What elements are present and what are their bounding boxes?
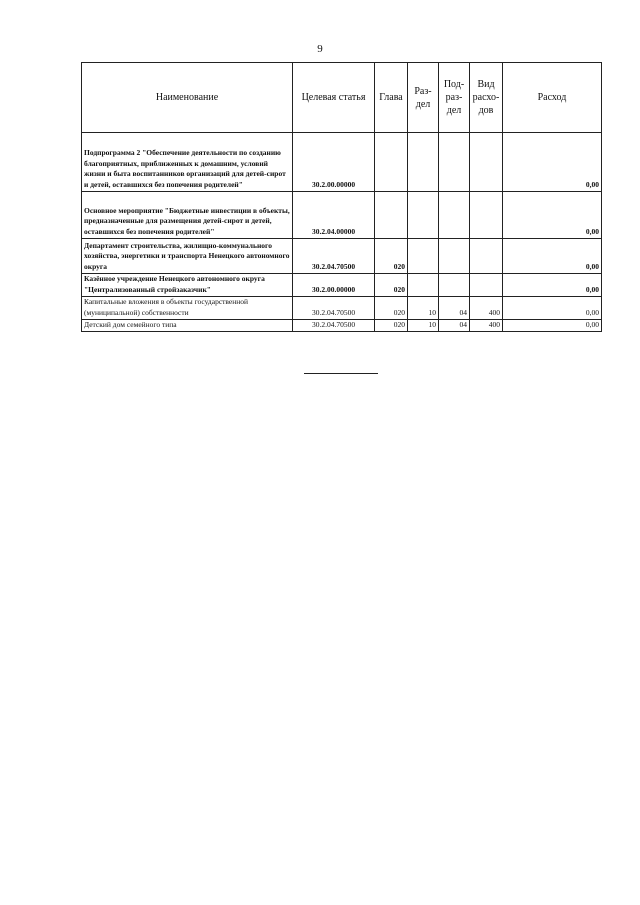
row-subsection: 04 bbox=[439, 320, 470, 332]
row-target: 30.2.04.70500 bbox=[293, 239, 375, 274]
row-subsection bbox=[439, 274, 470, 297]
row-subsection bbox=[439, 239, 470, 274]
page-number: 9 bbox=[317, 43, 323, 55]
row-subsection bbox=[439, 133, 470, 192]
row-subsection: 04 bbox=[439, 297, 470, 320]
table-row bbox=[82, 192, 602, 239]
row-target: 30.2.00.00000 bbox=[293, 274, 375, 297]
row-section bbox=[408, 239, 439, 274]
row-expense-type bbox=[470, 192, 503, 239]
row-chapter bbox=[375, 192, 408, 239]
row-name: Подпрограмма 2 "Обеспечение деятельности по созданию благоприятных, приближенных к домашним, условий жизни и быта воспитанников организаций для детей-сирот и детей, оставшихся без попечения родителей" bbox=[82, 133, 293, 192]
end-divider bbox=[304, 373, 378, 374]
row-chapter bbox=[375, 133, 408, 192]
row-chapter: 020 bbox=[375, 239, 408, 274]
header-chapter: Глава bbox=[375, 63, 408, 133]
row-chapter: 020 bbox=[375, 274, 408, 297]
table-row bbox=[82, 133, 602, 192]
row-chapter: 020 bbox=[375, 297, 408, 320]
row-section: 10 bbox=[408, 320, 439, 332]
row-name: Капитальные вложения в объекты государственной (муниципальной) собственности bbox=[82, 297, 293, 320]
budget-table bbox=[81, 62, 602, 332]
row-section: 10 bbox=[408, 297, 439, 320]
row-subsection bbox=[439, 192, 470, 239]
row-expense-type bbox=[470, 239, 503, 274]
row-name: Основное мероприятие "Бюджетные инвестиции в объекты, предназначенные для размещения детей-сирот и детей, оставшихся без попечения родителей" bbox=[82, 192, 293, 239]
row-amount: 0,00 bbox=[503, 239, 602, 274]
row-name: Детский дом семейного типа bbox=[82, 320, 293, 332]
row-expense-type: 400 bbox=[470, 320, 503, 332]
row-amount: 0,00 bbox=[503, 320, 602, 332]
row-expense-type bbox=[470, 274, 503, 297]
row-chapter: 020 bbox=[375, 320, 408, 332]
row-target: 30.2.04.70500 bbox=[293, 320, 375, 332]
table-row bbox=[82, 274, 602, 297]
header-target: Целевая статья bbox=[293, 63, 375, 133]
row-name: Департамент строительства, жилищно-коммунального хозяйства, энергетики и транспорта Ненецкого автономного округа bbox=[82, 239, 293, 274]
table-row bbox=[82, 297, 602, 320]
header-subsection: Под-раз-дел bbox=[439, 63, 470, 133]
header-section: Раз-дел bbox=[408, 63, 439, 133]
row-amount: 0,00 bbox=[503, 297, 602, 320]
table-row bbox=[82, 239, 602, 274]
row-target: 30.2.04.00000 bbox=[293, 192, 375, 239]
header-name: Наименование bbox=[82, 63, 293, 133]
row-amount: 0,00 bbox=[503, 192, 602, 239]
row-section bbox=[408, 274, 439, 297]
row-name: Казённое учреждение Ненецкого автономного округа "Централизованный стройзаказчик" bbox=[82, 274, 293, 297]
row-expense-type: 400 bbox=[470, 297, 503, 320]
row-target: 30.2.00.00000 bbox=[293, 133, 375, 192]
table-row bbox=[82, 320, 602, 332]
header-amount: Расход bbox=[503, 63, 602, 133]
row-section bbox=[408, 133, 439, 192]
row-expense-type bbox=[470, 133, 503, 192]
header-row bbox=[82, 63, 602, 133]
header-expense-type: Вид расхо-дов bbox=[470, 63, 503, 133]
row-section bbox=[408, 192, 439, 239]
row-target: 30.2.04.70500 bbox=[293, 297, 375, 320]
row-amount: 0,00 bbox=[503, 133, 602, 192]
row-amount: 0,00 bbox=[503, 274, 602, 297]
